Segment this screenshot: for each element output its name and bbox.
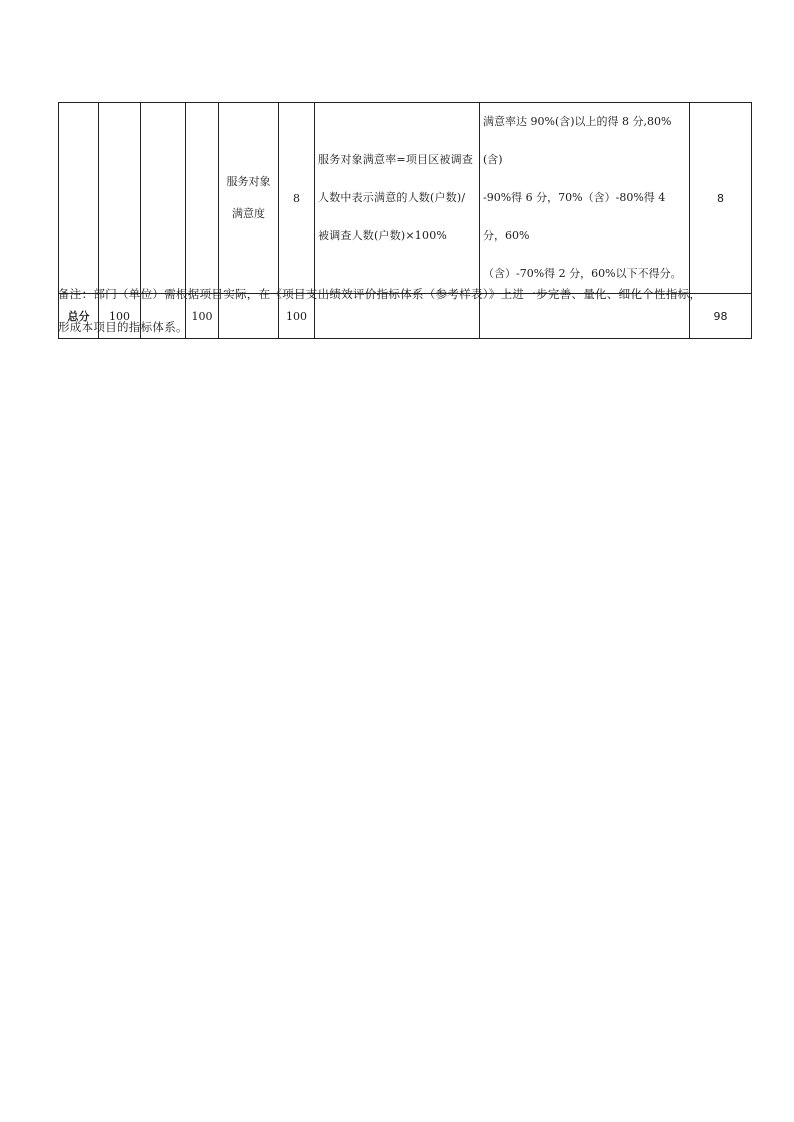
empty-cell [59,103,99,294]
rule-line1: 满意率达 90%(含)以上的得 8 分,80%(含) [483,115,672,166]
formula-line2: 人数中表示满意的人数(户数)/ [318,191,466,204]
indicator-name-line2: 满意度 [232,207,265,220]
total-label-cell: 总分 [59,294,99,339]
formula-line1: 服务对象满意率=项目区被调查 [318,153,474,166]
indicator-name-cell [219,103,279,294]
indicator-score-cell: 8 [279,103,315,294]
footnote [58,278,758,344]
table-row [59,103,752,294]
rule-line2: -90%得 6 分，70%（含）-80%得 4 分，60% [483,191,666,242]
total-c6-cell: 100 [279,294,315,339]
total-c2-cell: 100 [99,294,141,339]
footnote-line2: 形成本项目的指标体系。 [58,320,188,334]
footnote-line1: 备注：部门（单位）需根据项目实际，在《项目支出绩效评价指标体系（参考样表）》上进一步完善、量化、细化个性指标， [58,287,702,301]
scoring-rule-cell [480,103,690,294]
result-score-cell: 8 [690,103,752,294]
total-c4-cell: 100 [186,294,219,339]
total-result-cell: 98 [690,294,752,339]
empty-cell [99,103,141,294]
rule-line3: （含）-70%得 2 分，60%以下不得分。 [483,267,682,280]
formula-line3: 被调查人数(户数)×100% [318,229,448,242]
indicator-name-line1: 服务对象 [226,175,271,188]
empty-cell [186,103,219,294]
formula-cell [315,103,480,294]
empty-cell [141,103,186,294]
